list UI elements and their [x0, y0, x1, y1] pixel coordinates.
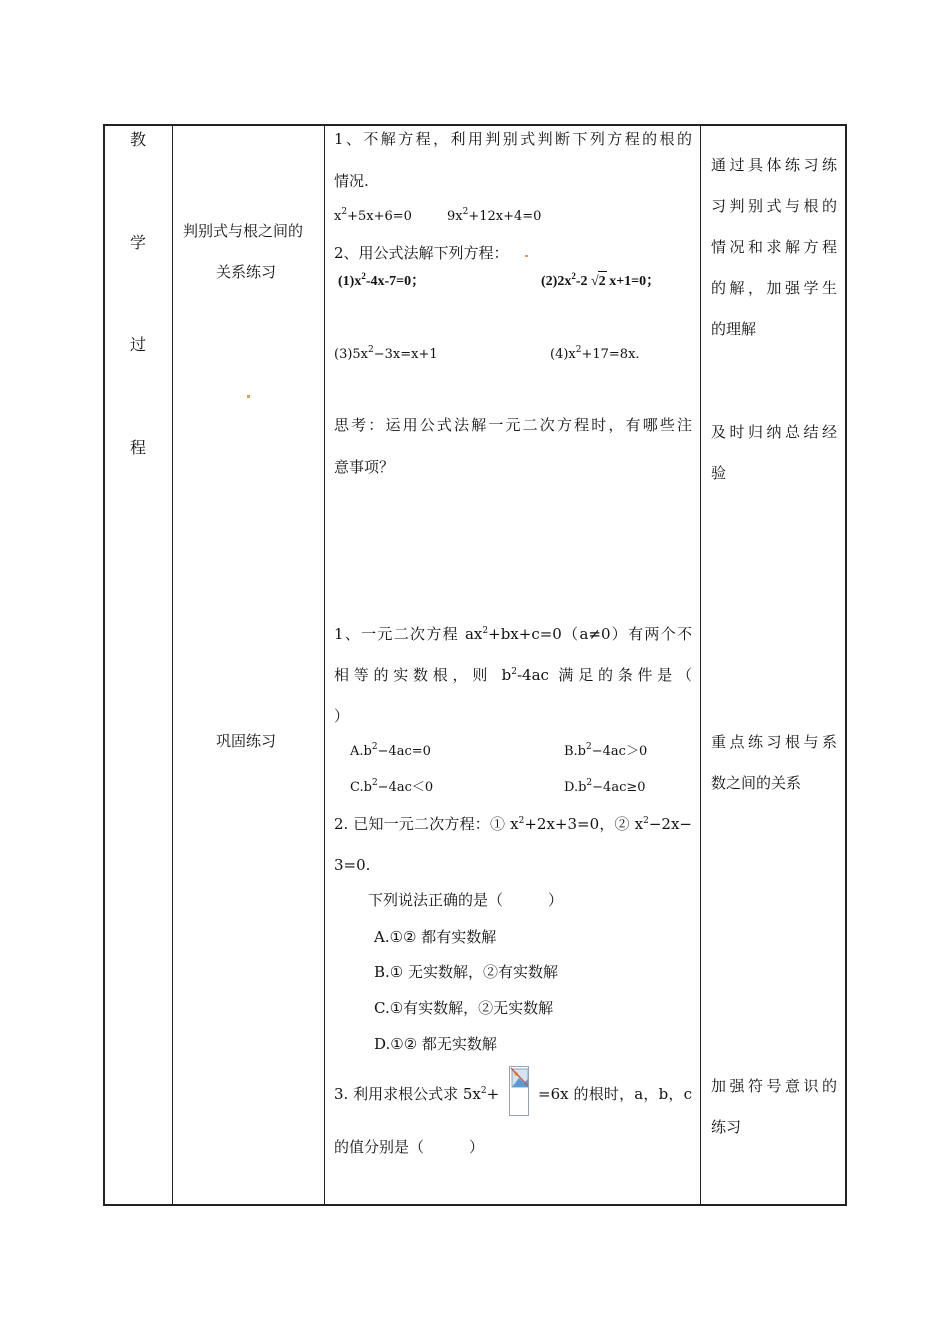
teaching-note: 加强符号意识的	[711, 1077, 837, 1095]
teaching-note: 习判别式与根的	[711, 197, 837, 215]
choice-option: D.①② 都无实数解	[374, 1035, 497, 1053]
exercise-text: 情况.	[334, 172, 369, 190]
teaching-note: 数之间的关系	[711, 774, 802, 792]
stage-char: 程	[130, 438, 147, 457]
column-divider	[172, 124, 173, 1206]
equation: $(1)x^2-4x-7=0$；	[338, 271, 426, 289]
teaching-note: 练习	[711, 1118, 742, 1136]
teaching-note: 通过具体练习练	[711, 156, 837, 174]
choice-option: $A.b^2-4ac=0$	[350, 742, 431, 759]
choice-option: $C.b^2-4ac<0$	[350, 778, 434, 795]
equation: $(3)5x^2-3x=x+1$	[334, 345, 438, 362]
teaching-note: 的理解	[711, 320, 757, 338]
exercise-text: 相等的实数根，则 $b^2-4ac$ 满足的条件是（	[334, 666, 692, 684]
decorative-dot	[525, 255, 528, 257]
exercise-text: 3. 利用求根公式求 $5x^2+$	[334, 1085, 500, 1103]
exercise-text: =6x 的根时，a，b，c	[538, 1085, 692, 1103]
broken-image-icon	[509, 1066, 529, 1116]
exercise-text: 下列说法正确的是（ ）	[368, 891, 564, 909]
teaching-note: 情况和求解方程	[711, 238, 837, 256]
stage-char: 教	[130, 130, 147, 149]
equation: $(2)2x^2-2$ √2 x+1=0；	[541, 272, 660, 292]
column-divider	[700, 124, 701, 1206]
exercise-text: 2、用公式法解下列方程：	[334, 244, 509, 262]
choice-option: $D.b^2-4ac\ge 0$	[564, 778, 646, 795]
exercise-text: 3=0.	[334, 856, 371, 874]
exercise-text: 思考：运用公式法解一元二次方程时，有哪些注	[334, 416, 692, 434]
section-title: 关系练习	[216, 263, 277, 281]
choice-option: A.①② 都有实数解	[374, 928, 497, 946]
section-title: 判别式与根之间的	[183, 222, 304, 240]
teaching-note: 及时归纳总结经	[711, 423, 837, 441]
exercise-text: ）	[334, 707, 350, 725]
exercise-text: 1、一元二次方程 $ax^2+bx+c=0(a\ne 0)$有两个不	[334, 625, 692, 643]
teaching-note: 重点练习根与系	[711, 733, 837, 751]
teaching-note: 验	[711, 464, 727, 482]
exercise-text: 2. 已知一元二次方程：① $x^2+2x+3=0$，② $x^2-2x-$	[334, 815, 692, 833]
equation: $x^2+5x+6=0$	[334, 207, 412, 224]
column-divider	[324, 124, 325, 1206]
exercise-text: 意事项？	[334, 458, 395, 476]
stage-char: 过	[130, 335, 147, 354]
radical-sign: √2	[591, 272, 606, 292]
choice-option: C.①有实数解，②无实数解	[374, 999, 554, 1017]
exercise-text: 的值分别是（ ）	[334, 1138, 485, 1156]
stage-char: 学	[130, 233, 147, 252]
choice-option: $B.b^2-4ac>0$	[564, 742, 648, 759]
section-title: 巩固练习	[216, 732, 277, 750]
teaching-note: 的解，加强学生	[711, 279, 837, 297]
decorative-dot	[247, 395, 250, 398]
choice-option: B.① 无实数解，②有实数解	[374, 963, 559, 981]
equation: $(4)x^2+17=8x$.	[550, 345, 640, 362]
equation: $9x^2+12x+4=0$	[447, 207, 542, 224]
exercise-text: 1、不解方程，利用判别式判断下列方程的根的	[334, 130, 692, 148]
